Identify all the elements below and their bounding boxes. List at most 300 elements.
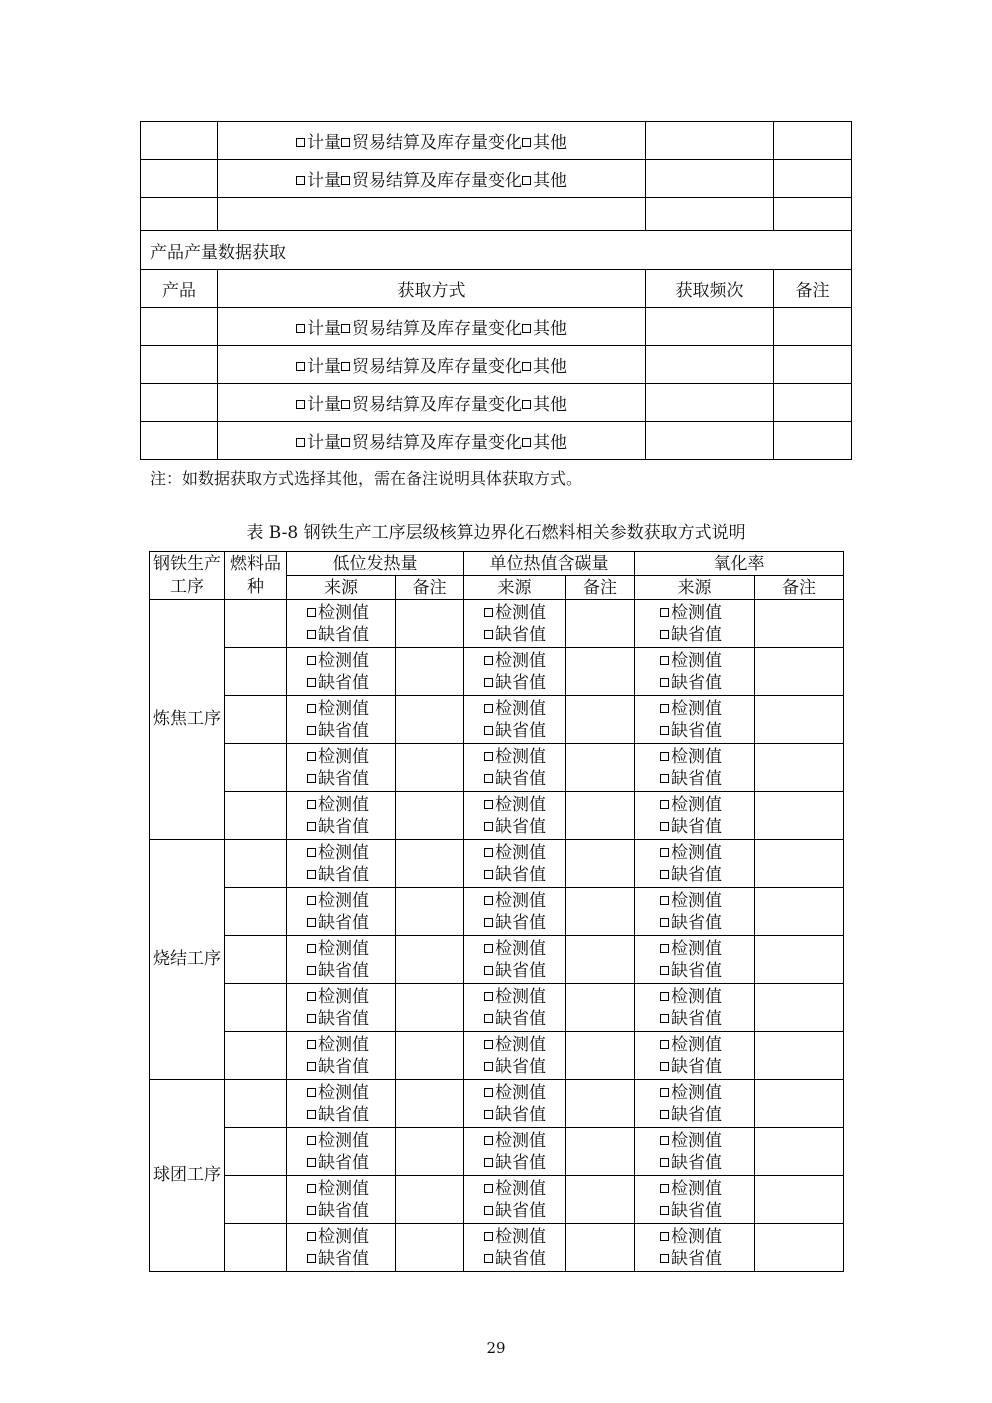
source-option <box>660 1248 754 1270</box>
checkbox-icon[interactable] <box>307 704 316 713</box>
checkbox-icon[interactable] <box>307 1158 316 1167</box>
source-option-label: 缺省值 <box>318 912 369 933</box>
checkbox-icon[interactable] <box>484 608 493 617</box>
source-cell <box>635 1128 755 1176</box>
frequency-cell <box>646 308 774 346</box>
method-option-label: 计量 <box>307 319 341 339</box>
remark-cell <box>755 648 844 696</box>
source-option-label: 缺省值 <box>318 720 369 741</box>
source-option <box>307 720 395 742</box>
remark-cell <box>566 648 635 696</box>
checkbox-icon[interactable] <box>307 726 316 735</box>
checkbox-icon[interactable] <box>307 896 316 905</box>
method-option-label: 计量 <box>307 395 341 415</box>
source-option <box>660 1178 754 1200</box>
source-option <box>660 986 754 1008</box>
source-option <box>484 912 565 934</box>
remark-cell <box>396 1080 464 1128</box>
checkbox-icon[interactable] <box>484 1014 493 1023</box>
checkbox-icon[interactable] <box>341 400 350 409</box>
checkbox-icon[interactable] <box>522 138 531 147</box>
checkbox-icon[interactable] <box>296 176 305 185</box>
source-option <box>307 672 395 694</box>
header-method: 获取方式 <box>218 270 646 308</box>
checkbox-icon[interactable] <box>484 1136 493 1145</box>
source-cell <box>635 1224 755 1272</box>
source-cell <box>287 1224 396 1272</box>
source-cell <box>464 648 566 696</box>
checkbox-icon[interactable] <box>307 1206 316 1215</box>
checkbox-icon[interactable] <box>522 400 531 409</box>
source-option-label: 缺省值 <box>495 816 546 837</box>
table-row <box>141 422 852 460</box>
checkbox-icon[interactable] <box>660 656 669 665</box>
source-option-label: 检测值 <box>318 698 369 719</box>
source-option <box>660 842 754 864</box>
remark-cell <box>755 1224 844 1272</box>
source-option <box>660 746 754 768</box>
remark-cell <box>755 984 844 1032</box>
checkbox-icon[interactable] <box>484 1232 493 1241</box>
source-option-label: 检测值 <box>495 794 546 815</box>
source-option-label: 检测值 <box>318 1034 369 1055</box>
checkbox-icon[interactable] <box>296 138 305 147</box>
method-option-label: 计量 <box>307 133 341 153</box>
source-cell <box>635 696 755 744</box>
fuel-type-cell <box>225 648 287 696</box>
checkbox-icon[interactable] <box>341 324 350 333</box>
remark-cell <box>755 600 844 648</box>
table-row <box>150 1176 844 1224</box>
source-option <box>660 602 754 624</box>
checkbox-icon[interactable] <box>307 944 316 953</box>
source-option <box>484 1152 565 1174</box>
source-cell <box>635 744 755 792</box>
source-option <box>307 864 395 886</box>
checkbox-icon[interactable] <box>484 1088 493 1097</box>
source-option-label: 检测值 <box>318 650 369 671</box>
remark-cell <box>774 346 852 384</box>
checkbox-icon[interactable] <box>307 848 316 857</box>
source-cell <box>464 984 566 1032</box>
source-option-label: 缺省值 <box>671 672 722 693</box>
source-option <box>307 890 395 912</box>
source-cell <box>287 648 396 696</box>
source-option <box>484 816 565 838</box>
table-row <box>150 696 844 744</box>
source-option-label: 检测值 <box>671 602 722 623</box>
checkbox-icon[interactable] <box>307 1184 316 1193</box>
checkbox-icon[interactable] <box>484 800 493 809</box>
checkbox-icon[interactable] <box>660 630 669 639</box>
method-option-label: 其他 <box>533 357 567 377</box>
checkbox-icon[interactable] <box>307 800 316 809</box>
source-option-label: 缺省值 <box>495 960 546 981</box>
source-cell <box>464 600 566 648</box>
source-option <box>660 1082 754 1104</box>
source-option-label: 检测值 <box>671 842 722 863</box>
fuel-type-cell <box>225 1176 287 1224</box>
table-row <box>150 1080 844 1128</box>
checkbox-icon[interactable] <box>660 822 669 831</box>
source-cell <box>464 792 566 840</box>
source-cell <box>464 1224 566 1272</box>
checkbox-icon[interactable] <box>341 138 350 147</box>
source-option <box>660 890 754 912</box>
source-option <box>660 624 754 646</box>
source-option <box>660 1200 754 1222</box>
source-option <box>307 912 395 934</box>
remark-cell <box>396 600 464 648</box>
product-cell <box>141 122 218 160</box>
source-option-label: 检测值 <box>495 746 546 767</box>
fuel-type-cell <box>225 600 287 648</box>
source-option <box>660 1226 754 1248</box>
remark-cell <box>566 840 635 888</box>
remark-cell <box>566 1224 635 1272</box>
source-cell <box>464 936 566 984</box>
checkbox-icon[interactable] <box>660 774 669 783</box>
checkbox-icon[interactable] <box>660 678 669 687</box>
remark-cell <box>396 792 464 840</box>
checkbox-icon[interactable] <box>484 822 493 831</box>
source-option-label: 检测值 <box>495 1130 546 1151</box>
method-option-label: 计量 <box>307 171 341 191</box>
remark-cell <box>755 1128 844 1176</box>
source-option <box>660 794 754 816</box>
source-option <box>307 842 395 864</box>
table-row <box>141 160 852 198</box>
source-option <box>660 698 754 720</box>
source-option <box>484 624 565 646</box>
source-option-label: 缺省值 <box>318 1152 369 1173</box>
checkbox-icon[interactable] <box>484 848 493 857</box>
product-cell <box>141 422 218 460</box>
source-option <box>307 816 395 838</box>
checkbox-icon[interactable] <box>660 800 669 809</box>
checkbox-icon[interactable] <box>484 870 493 879</box>
table-row <box>141 346 852 384</box>
checkbox-icon[interactable] <box>341 176 350 185</box>
checkbox-icon[interactable] <box>660 870 669 879</box>
checkbox-icon[interactable] <box>484 1206 493 1215</box>
checkbox-icon[interactable] <box>484 1110 493 1119</box>
source-option-label: 检测值 <box>495 986 546 1007</box>
method-cell <box>218 308 646 346</box>
source-cell <box>635 1032 755 1080</box>
source-option <box>484 1034 565 1056</box>
source-option-label: 检测值 <box>318 986 369 1007</box>
source-option-label: 缺省值 <box>671 912 722 933</box>
source-option-label: 缺省值 <box>495 1008 546 1029</box>
fuel-type-cell <box>225 1224 287 1272</box>
source-option <box>484 746 565 768</box>
source-option-label: 检测值 <box>671 1034 722 1055</box>
checkbox-icon[interactable] <box>307 1088 316 1097</box>
source-cell <box>287 600 396 648</box>
checkbox-icon[interactable] <box>307 966 316 975</box>
header-oxidation-rate: 氧化率 <box>635 552 844 576</box>
remark-cell <box>396 1224 464 1272</box>
method-option-label: 贸易结算及库存量变化 <box>352 319 522 339</box>
header-frequency: 获取频次 <box>646 270 774 308</box>
checkbox-icon[interactable] <box>296 362 305 371</box>
product-cell <box>141 160 218 198</box>
checkbox-icon[interactable] <box>522 324 531 333</box>
checkbox-icon[interactable] <box>484 1184 493 1193</box>
checkbox-icon[interactable] <box>307 870 316 879</box>
source-option <box>660 816 754 838</box>
checkbox-icon[interactable] <box>296 324 305 333</box>
fuel-type-cell <box>225 1080 287 1128</box>
table-row <box>150 1032 844 1080</box>
source-option <box>484 1056 565 1078</box>
header-carbon-content: 单位热值含碳量 <box>464 552 635 576</box>
method-cell <box>218 160 646 198</box>
source-option-label: 检测值 <box>495 698 546 719</box>
remark-cell <box>774 198 852 231</box>
checkbox-icon[interactable] <box>307 1136 316 1145</box>
source-option-label: 检测值 <box>318 938 369 959</box>
checkbox-icon[interactable] <box>341 362 350 371</box>
remark-cell <box>755 1080 844 1128</box>
source-option <box>484 938 565 960</box>
source-option-label: 缺省值 <box>318 816 369 837</box>
source-option-label: 缺省值 <box>318 1248 369 1269</box>
checkbox-icon[interactable] <box>660 1088 669 1097</box>
source-option <box>484 986 565 1008</box>
checkbox-icon[interactable] <box>484 1158 493 1167</box>
checkbox-icon[interactable] <box>484 774 493 783</box>
remark-cell <box>755 1176 844 1224</box>
remark-cell <box>396 1128 464 1176</box>
remark-cell <box>755 840 844 888</box>
product-cell <box>141 384 218 422</box>
checkbox-icon[interactable] <box>660 1206 669 1215</box>
source-cell <box>635 1176 755 1224</box>
source-cell <box>464 1032 566 1080</box>
header-lhv: 低位发热量 <box>287 552 464 576</box>
source-option-label: 检测值 <box>495 650 546 671</box>
checkbox-icon[interactable] <box>307 992 316 1001</box>
method-option-label: 贸易结算及库存量变化 <box>352 171 522 191</box>
source-option-label: 缺省值 <box>671 624 722 645</box>
source-option-label: 检测值 <box>318 794 369 815</box>
header-process: 钢铁生产工序 <box>150 552 225 600</box>
remark-cell <box>755 792 844 840</box>
remark-cell <box>566 1176 635 1224</box>
checkbox-icon[interactable] <box>307 1232 316 1241</box>
header-product: 产品 <box>141 270 218 308</box>
checkbox-icon[interactable] <box>484 704 493 713</box>
checkbox-icon[interactable] <box>307 608 316 617</box>
table-row <box>141 308 852 346</box>
checkbox-icon[interactable] <box>660 1040 669 1049</box>
checkbox-icon[interactable] <box>307 918 316 927</box>
method-option-label: 其他 <box>533 133 567 153</box>
fuel-type-cell <box>225 936 287 984</box>
checkbox-icon[interactable] <box>660 704 669 713</box>
remark-cell <box>755 1032 844 1080</box>
source-option-label: 检测值 <box>671 890 722 911</box>
source-option-label: 缺省值 <box>671 1200 722 1221</box>
source-option-label: 检测值 <box>495 1226 546 1247</box>
source-cell <box>287 1128 396 1176</box>
remark-cell <box>566 1080 635 1128</box>
checkbox-icon[interactable] <box>660 918 669 927</box>
source-option <box>484 1226 565 1248</box>
remark-cell <box>566 696 635 744</box>
checkbox-icon[interactable] <box>484 630 493 639</box>
checkbox-icon[interactable] <box>660 896 669 905</box>
checkbox-icon[interactable] <box>660 608 669 617</box>
source-cell <box>635 648 755 696</box>
checkbox-icon[interactable] <box>307 1254 316 1263</box>
checkbox-icon[interactable] <box>484 656 493 665</box>
checkbox-icon[interactable] <box>307 774 316 783</box>
checkbox-icon[interactable] <box>660 944 669 953</box>
remark-cell <box>566 1032 635 1080</box>
checkbox-icon[interactable] <box>307 630 316 639</box>
remark-cell <box>566 888 635 936</box>
checkbox-icon[interactable] <box>660 1254 669 1263</box>
source-option <box>307 650 395 672</box>
source-option-label: 缺省值 <box>671 864 722 885</box>
remark-cell <box>774 422 852 460</box>
method-option-label: 其他 <box>533 171 567 191</box>
method-option-label: 贸易结算及库存量变化 <box>352 433 522 453</box>
checkbox-icon[interactable] <box>660 848 669 857</box>
remark-cell <box>566 984 635 1032</box>
source-option-label: 检测值 <box>495 602 546 623</box>
source-option-label: 检测值 <box>495 1178 546 1199</box>
source-option <box>307 1226 395 1248</box>
checkbox-icon[interactable] <box>484 1040 493 1049</box>
checkbox-icon[interactable] <box>484 944 493 953</box>
source-option-label: 缺省值 <box>495 624 546 645</box>
source-cell <box>635 600 755 648</box>
remark-cell <box>396 648 464 696</box>
checkbox-icon[interactable] <box>522 362 531 371</box>
checkbox-icon[interactable] <box>660 752 669 761</box>
checkbox-icon[interactable] <box>307 752 316 761</box>
checkbox-icon[interactable] <box>660 1014 669 1023</box>
source-option-label: 缺省值 <box>671 1104 722 1125</box>
method-option-label: 贸易结算及库存量变化 <box>352 395 522 415</box>
checkbox-icon[interactable] <box>307 1014 316 1023</box>
source-option <box>660 650 754 672</box>
fuel-type-cell <box>225 744 287 792</box>
fuel-type-cell <box>225 792 287 840</box>
checkbox-icon[interactable] <box>296 400 305 409</box>
table-row <box>150 648 844 696</box>
checkbox-icon[interactable] <box>484 918 493 927</box>
remark-cell <box>774 122 852 160</box>
checkbox-icon[interactable] <box>307 1110 316 1119</box>
checkbox-icon[interactable] <box>307 678 316 687</box>
checkbox-icon[interactable] <box>660 1158 669 1167</box>
source-option-label: 缺省值 <box>318 672 369 693</box>
checkbox-icon[interactable] <box>484 992 493 1001</box>
checkbox-icon[interactable] <box>660 1062 669 1071</box>
source-option <box>307 986 395 1008</box>
fuel-type-cell <box>225 1128 287 1176</box>
method-option-label: 其他 <box>533 319 567 339</box>
checkbox-icon[interactable] <box>484 678 493 687</box>
checkbox-icon[interactable] <box>660 1136 669 1145</box>
header-remark: 备注 <box>774 270 852 308</box>
source-option <box>307 1034 395 1056</box>
table-caption: 表 B-8 钢铁生产工序层级核算边界化石燃料相关参数获取方式说明 <box>246 523 746 543</box>
process-name: 烧结工序 <box>150 840 225 1080</box>
source-option <box>484 794 565 816</box>
checkbox-icon[interactable] <box>307 1040 316 1049</box>
checkbox-icon[interactable] <box>484 726 493 735</box>
method-option-label: 贸易结算及库存量变化 <box>352 133 522 153</box>
checkbox-icon[interactable] <box>660 1184 669 1193</box>
source-cell <box>635 1080 755 1128</box>
product-cell <box>141 308 218 346</box>
checkbox-icon[interactable] <box>660 1110 669 1119</box>
subheader-remark: 备注 <box>396 576 464 600</box>
remark-cell <box>396 1176 464 1224</box>
checkbox-icon[interactable] <box>484 1254 493 1263</box>
table-row <box>150 888 844 936</box>
checkbox-icon[interactable] <box>307 656 316 665</box>
checkbox-icon[interactable] <box>307 822 316 831</box>
checkbox-icon[interactable] <box>296 438 305 447</box>
source-option <box>307 938 395 960</box>
process-name: 炼焦工序 <box>150 600 225 840</box>
checkbox-icon[interactable] <box>522 176 531 185</box>
header-fuel: 燃料品种 <box>225 552 287 600</box>
remark-cell <box>566 1128 635 1176</box>
fuel-type-cell <box>225 840 287 888</box>
source-option <box>307 1082 395 1104</box>
checkbox-icon[interactable] <box>660 966 669 975</box>
source-option-label: 检测值 <box>495 890 546 911</box>
source-option-label: 检测值 <box>495 1034 546 1055</box>
checkbox-icon[interactable] <box>660 726 669 735</box>
source-option <box>307 768 395 790</box>
checkbox-icon[interactable] <box>484 752 493 761</box>
checkbox-icon[interactable] <box>522 438 531 447</box>
table-row <box>150 1128 844 1176</box>
fuel-parameter-table <box>149 551 844 1272</box>
checkbox-icon[interactable] <box>484 966 493 975</box>
checkbox-icon[interactable] <box>660 992 669 1001</box>
source-option-label: 缺省值 <box>495 1056 546 1077</box>
checkbox-icon[interactable] <box>484 896 493 905</box>
table-row <box>150 984 844 1032</box>
source-option <box>307 1178 395 1200</box>
table-row <box>150 600 844 648</box>
checkbox-icon[interactable] <box>484 1062 493 1071</box>
source-option-label: 缺省值 <box>318 864 369 885</box>
source-cell <box>287 1032 396 1080</box>
checkbox-icon[interactable] <box>307 1062 316 1071</box>
source-option <box>484 1130 565 1152</box>
source-cell <box>464 840 566 888</box>
method-cell <box>218 198 646 231</box>
source-option <box>307 794 395 816</box>
source-cell <box>287 792 396 840</box>
source-option-label: 缺省值 <box>318 1200 369 1221</box>
source-option-label: 缺省值 <box>495 768 546 789</box>
checkbox-icon[interactable] <box>660 1232 669 1241</box>
checkbox-icon[interactable] <box>341 438 350 447</box>
table-row <box>150 1224 844 1272</box>
